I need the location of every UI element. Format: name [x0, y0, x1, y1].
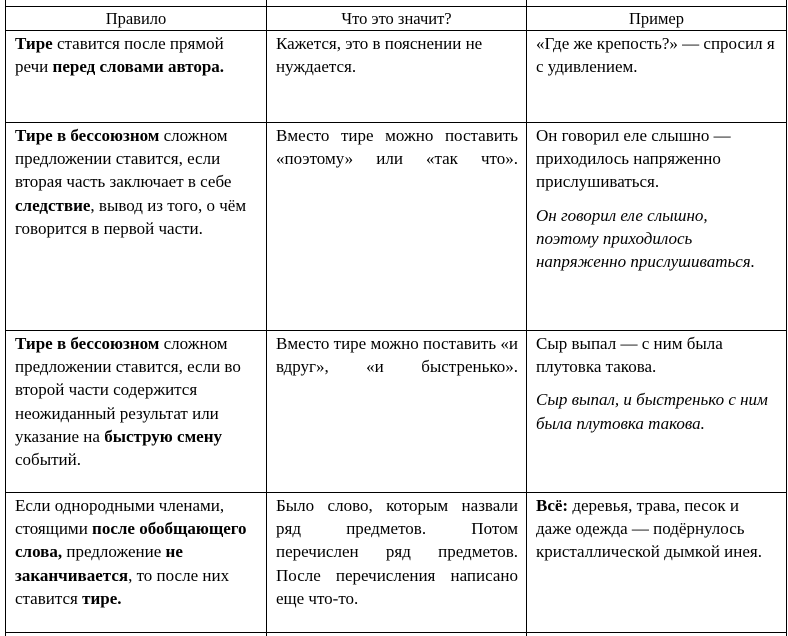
meaning-text: Вместо тире можно поставить «и вдруг», «и быстренько».	[276, 334, 518, 377]
rule-bold-segment: Тире	[15, 34, 53, 53]
row-divider-2	[5, 330, 787, 331]
rule-text	[15, 124, 255, 240]
example-group	[536, 124, 768, 273]
rule-segment: , вывод из того, о чём говорится в первой части.	[15, 195, 247, 238]
example-text: Сыр выпал — с ним была плутовка такова.	[536, 334, 723, 377]
meaning-text: Было слово, которым назвали ряд предметов. Потом перечислен ряд предметов. После перечисления написано еще что-то.	[276, 496, 518, 608]
meaning-text: Кажется, это в пояснении не нуждается.	[276, 34, 483, 77]
rule-bold-segment: после обобщающего слова,	[15, 519, 247, 562]
rule-text	[15, 494, 255, 610]
rule-text	[15, 32, 255, 78]
rule-segment: , то после них ставится	[15, 565, 230, 608]
header-example: Пример	[628, 9, 684, 28]
header-meaning: Что это значит?	[341, 9, 452, 28]
example-alt-text: Он говорил еле слышно, поэтому приходилось напряженно прислушиваться.	[536, 205, 755, 272]
rule-bold-segment: перед словами автора.	[52, 57, 225, 77]
meaning-text: Вместо тире можно поставить «поэтому» или «так что».	[276, 126, 518, 169]
example-text: «Где же крепость?» — спросил я с удивлением.	[536, 34, 775, 77]
rule-segment: сложном предложении ставится, если во второй части содержится неожиданный результат или указание на	[15, 334, 241, 446]
header-divider	[5, 30, 787, 31]
header-rule: Правило	[105, 9, 167, 28]
row-divider-4	[5, 632, 787, 633]
rule-segment: событий.	[15, 450, 81, 470]
example-text: Он говорил еле слышно — приходилось напряженно прислушиваться.	[536, 126, 731, 192]
column-divider-2	[526, 0, 527, 636]
rule-bold-segment: быструю смену	[104, 426, 223, 446]
rule-segment: Если однородными членами, стоящими	[15, 496, 225, 539]
rule-text	[15, 332, 255, 471]
example-rest: деревья, трава, песок и даже одежда — подёрнулось кристаллической дымкой инея.	[536, 496, 762, 562]
rule-bold-segment: Тире в бессоюзном	[15, 126, 160, 145]
table-border-left	[5, 0, 6, 636]
rule-bold-segment: Тире в бессоюзном	[15, 334, 160, 353]
rule-bold-segment: следствие	[15, 195, 91, 215]
table-border-top	[5, 6, 787, 7]
table-border-right	[786, 0, 787, 636]
column-divider-1	[266, 0, 267, 636]
row-divider-3	[5, 492, 787, 493]
example-text	[536, 494, 778, 564]
rule-segment: сложном предложении ставится, если вторая часть заключает в себе	[15, 126, 232, 192]
rule-segment: предложение	[62, 542, 166, 562]
example-group	[536, 332, 778, 435]
rule-bold-segment: не заканчивается	[15, 542, 183, 585]
example-lead: Всё:	[536, 496, 569, 515]
rule-bold-segment: тире.	[82, 588, 122, 608]
example-alt-text: Сыр выпал, и быстренько с ним была плутовка такова.	[536, 390, 768, 433]
rule-segment: ставится после прямой речи	[15, 34, 224, 77]
row-divider-1	[5, 122, 787, 123]
